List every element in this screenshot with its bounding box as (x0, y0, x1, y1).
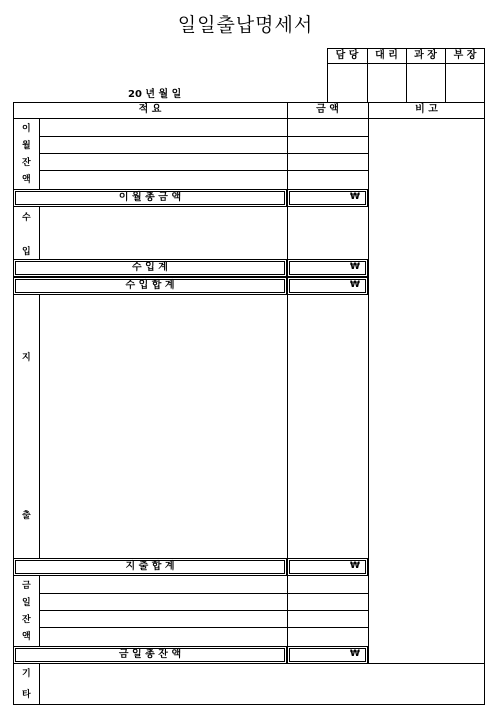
today-balance-label-3: 잔 (22, 615, 31, 625)
approval-header-staff: 담 당 (335, 50, 359, 61)
date-line: 20 년 월 일 (128, 89, 182, 100)
today-total-label: 금 일 총 잔 액 (118, 649, 182, 660)
header-amount: 금 액 (316, 104, 339, 115)
approval-header-section-chief: 과 장 (414, 50, 437, 61)
prev-total-label: 이 월 총 금 액 (118, 192, 182, 203)
other-label-1: 기 (22, 669, 31, 679)
prev-balance-label-1: 이 (22, 124, 31, 134)
income-subtotal-label: 수 입 계 (132, 262, 168, 273)
today-balance-label-1: 금 (22, 581, 31, 591)
prev-balance-label-2: 월 (22, 141, 31, 151)
today-balance-label-4: 액 (22, 632, 31, 642)
prev-balance-label-3: 잔 (22, 158, 31, 168)
approval-header-assistant-manager: 대 리 (375, 50, 398, 61)
income-label-1: 수 (22, 213, 31, 223)
expense-total-label: 지 출 합 계 (125, 561, 175, 572)
today-balance-label-2: 일 (22, 598, 31, 608)
expense-label-1: 지 (22, 353, 31, 363)
other-label-2: 타 (22, 690, 31, 700)
income-total-label: 수 입 합 계 (125, 280, 175, 291)
prev-balance-label-4: 액 (22, 175, 31, 185)
header-remarks: 비 고 (415, 104, 438, 115)
expense-total-won-symbol: ₩ (350, 561, 360, 571)
expense-label-2: 출 (22, 511, 31, 521)
header-summary: 적 요 (138, 104, 162, 115)
prev-total-won-symbol: ₩ (350, 192, 360, 202)
document-title: 일일출납명세서 (177, 14, 314, 36)
approval-header-department-head: 부 장 (453, 50, 477, 61)
income-total-won-symbol: ₩ (350, 280, 360, 290)
today-total-won-symbol: ₩ (350, 649, 360, 659)
income-subtotal-won-symbol: ₩ (350, 262, 360, 272)
income-label-2: 입 (22, 247, 31, 257)
